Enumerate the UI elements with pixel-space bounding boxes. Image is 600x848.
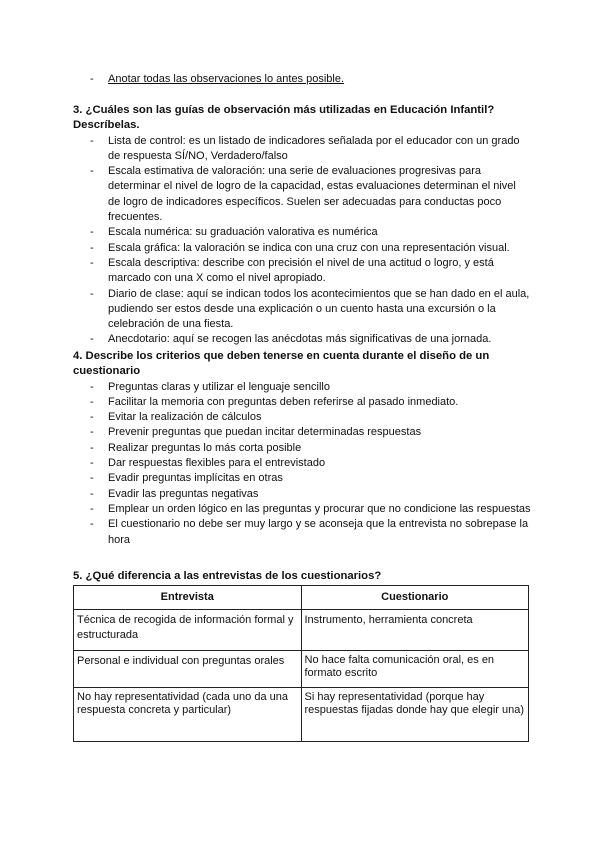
section-heading: 3. ¿Cuáles son las guías de observación más utilizadas en Educación Infantil? Descríbelas. bbox=[73, 104, 495, 132]
table-cell: Si hay representatividad (porque hay respuestas fijadas donde hay que elegir una) bbox=[301, 688, 529, 742]
table-cell: Instrumento, herramienta concreta bbox=[301, 610, 529, 651]
table-cell: Técnica de recogida de información formal y estructurada bbox=[74, 610, 302, 651]
list-item: - Facilitar la memoria con preguntas deben referirse al pasado inmediato. bbox=[73, 395, 531, 410]
table-row bbox=[74, 610, 529, 651]
intro-list bbox=[73, 72, 531, 87]
list-item: - Dar respuestas flexibles para el entrevistado bbox=[73, 456, 531, 471]
section-4 bbox=[73, 349, 531, 548]
section-5 bbox=[73, 569, 531, 584]
table-cell: Personal e individual con preguntas orales bbox=[74, 651, 302, 688]
table-header-row bbox=[74, 586, 529, 610]
list-item: - Escala estimativa de valoración: una serie de evaluaciones progresivas para determinar el nivel de logro de la capacidad, estas evaluaciones determinan el nivel de logro de indicadores específicos. Suelen ser adecuadas para conductas poco frecuentes. bbox=[73, 164, 531, 225]
column-header: Cuestionario bbox=[301, 586, 529, 610]
list-item: - Evadir preguntas implícitas en otras bbox=[73, 471, 531, 486]
list-item: - Diario de clase: aquí se indican todos los acontecimientos que se han dado en el aula, pudiendo ser estos desde una explicación o un cuento hasta una excursión o la celebración de una fiesta. bbox=[73, 287, 531, 333]
section-heading: 4. Describe los criterios que deben tenerse en cuenta durante el diseño de un cuestionario bbox=[73, 350, 490, 378]
table-cell: No hay representatividad (cada uno da una respuesta concreta y particular) bbox=[74, 688, 302, 742]
column-header: Entrevista bbox=[74, 586, 302, 610]
table-cell: No hace falta comunicación oral, es en formato escrito bbox=[301, 651, 529, 688]
section-4-list bbox=[73, 380, 531, 548]
table-row bbox=[74, 688, 529, 742]
table-row bbox=[74, 651, 529, 688]
section-3 bbox=[73, 103, 531, 348]
list-item: - Escala numérica: su graduación valorativa es numérica bbox=[73, 225, 531, 240]
list-item: - El cuestionario no debe ser muy largo y se aconseja que la entrevista no sobrepase la hora bbox=[73, 517, 531, 548]
list-item: - Evitar la realización de cálculos bbox=[73, 410, 531, 425]
list-item: - Escala descriptiva: describe con precisión el nivel de una actitud o logro, y está marcado con una X como el nivel apropiado. bbox=[73, 256, 531, 287]
comparison-table bbox=[73, 585, 529, 742]
list-item: - Preguntas claras y utilizar el lenguaje sencillo bbox=[73, 380, 531, 395]
list-item: - Escala gráfica: la valoración se indica con una cruz con una representación visual. bbox=[73, 241, 531, 256]
section-heading: 5. ¿Qué diferencia a las entrevistas de los cuestionarios? bbox=[73, 570, 382, 582]
list-item: - Prevenir preguntas que puedan incitar determinadas respuestas bbox=[73, 425, 531, 440]
list-item: - Realizar preguntas lo más corta posible bbox=[73, 441, 531, 456]
section-3-list bbox=[73, 134, 531, 348]
list-item: - Lista de control: es un listado de indicadores señalada por el educador con un grado de respuesta SÍ/NO, Verdadero/falso bbox=[73, 134, 531, 165]
list-item: - Evadir las preguntas negativas bbox=[73, 487, 531, 502]
list-item: - Emplear un orden lógico en las preguntas y procurar que no condicione las respuestas bbox=[73, 502, 531, 517]
list-item: - Anotar todas las observaciones lo antes posible. bbox=[73, 72, 531, 87]
list-item: - Anecdotario: aquí se recogen las anécdotas más significativas de una jornada. bbox=[73, 332, 531, 347]
